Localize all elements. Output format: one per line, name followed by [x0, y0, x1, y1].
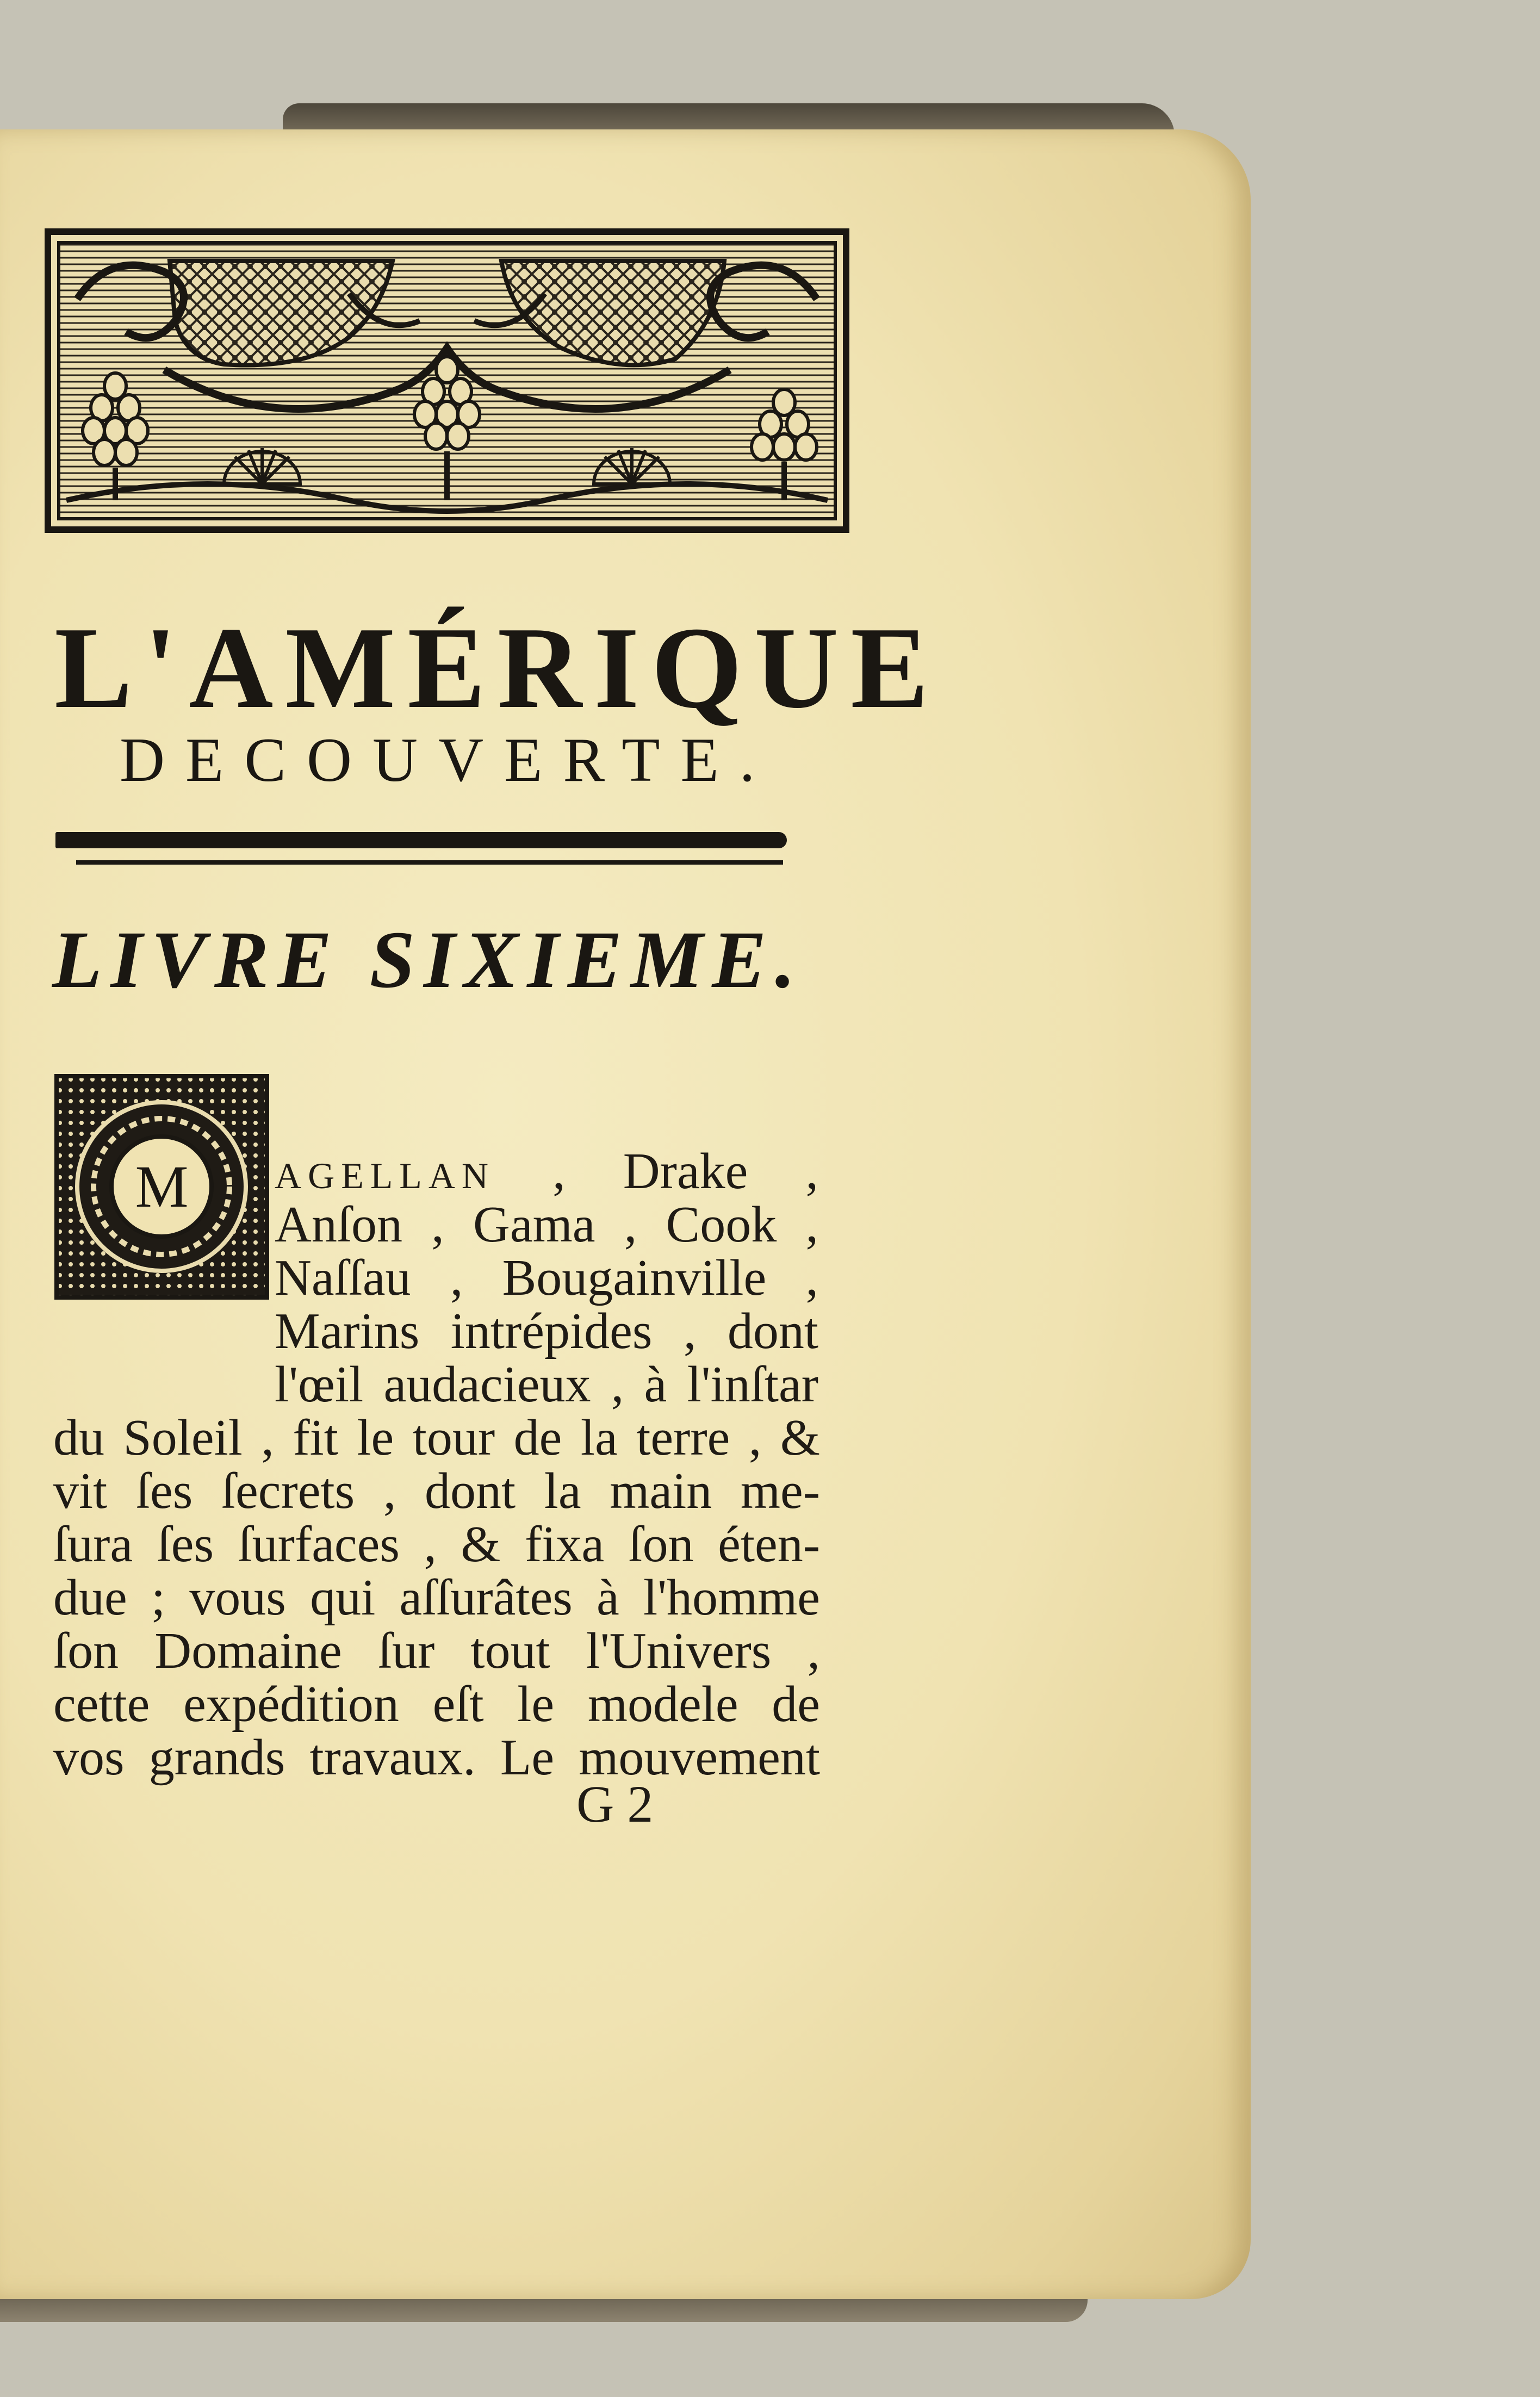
page-subtitle: DECOUVERTE.	[120, 725, 776, 794]
body-line: du Soleil , fit le tour de la terre , &	[53, 1409, 820, 1466]
body-line: ſon Domaine ſur tout l'Univers ,	[53, 1623, 820, 1679]
body-line: cette expédition eſt le modele de	[53, 1676, 820, 1732]
dropcap-ornament	[54, 1074, 269, 1300]
body-line: l'œil audacieux , à l'inſtar	[275, 1356, 818, 1413]
body-line	[275, 1145, 818, 1202]
page-title: L'AMÉRIQUE	[54, 603, 941, 732]
body-line: Anſon , Gama , Cook ,	[275, 1196, 818, 1253]
divider-rule-thin	[76, 860, 783, 865]
body-line: Naſſau , Bougainville ,	[275, 1250, 818, 1306]
body-line: Marins intrépides , dont	[275, 1303, 818, 1359]
ornamental-headpiece	[45, 228, 849, 533]
divider-rule-thick	[55, 832, 787, 848]
body-line: due ; vous qui aſſurâtes à l'homme	[53, 1569, 820, 1626]
dropcap-letter: M	[135, 1153, 189, 1220]
body-line: vos grands travaux. Le mouvement	[53, 1729, 820, 1786]
page-signature: G 2	[576, 1775, 654, 1833]
body-line: ſura ſes ſurfaces , & fixa ſon éten-	[53, 1516, 820, 1573]
book-heading: LIVRE SIXIEME.	[52, 915, 804, 1005]
body-line-smallcaps: AGELLAN	[275, 1155, 495, 1196]
body-line: vit ſes ſecrets , dont la main me-	[53, 1463, 820, 1519]
body-line-text: , Drake ,	[495, 1143, 818, 1200]
